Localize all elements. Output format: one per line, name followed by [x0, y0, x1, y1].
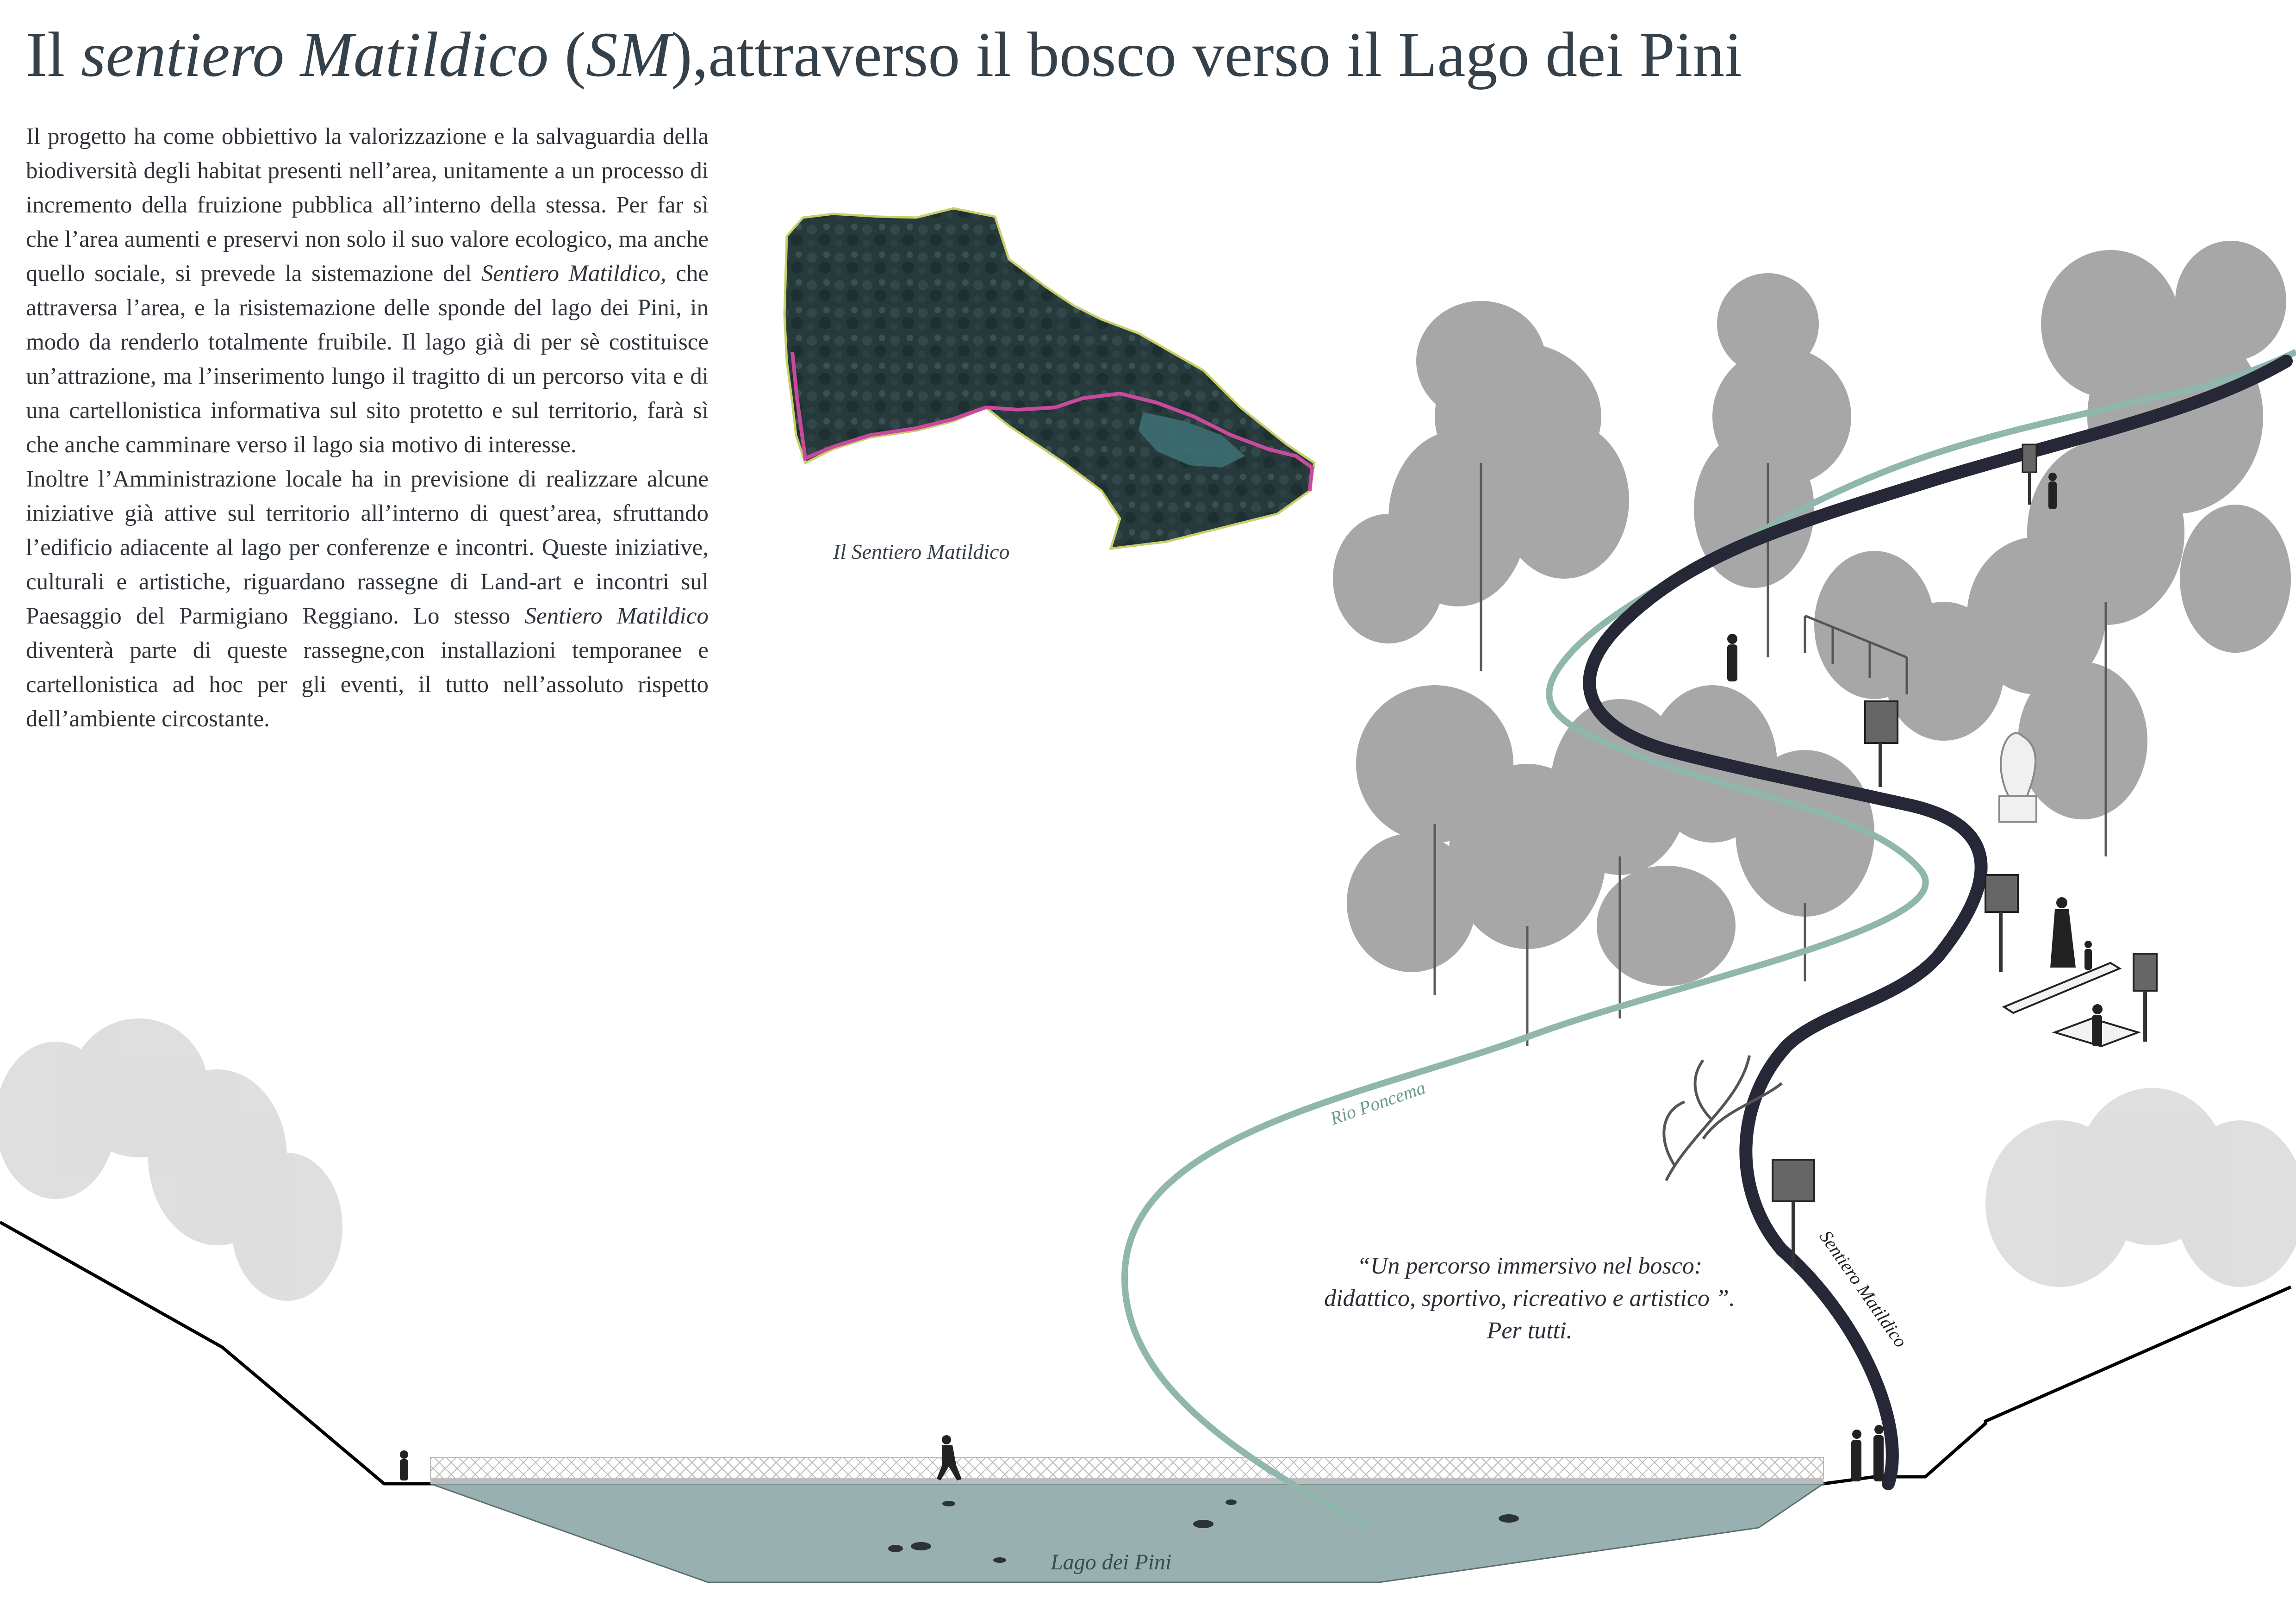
forest-trees: [1333, 241, 2291, 986]
intro-paragraph-1: Il progetto ha come obbiettivo la valorizzazione e la salvaguardia della biodiversità degli habitat presenti nell’area, unitamente a un processo di incremento della fruizione pubblica all’interno della stessa. Per far sì che l’area aumenti e preservi non solo il suo valore ecologico, ma anche quello sociale, si prevede la sistemazione del Sentiero Matildico, che attraversa l’area, e la risistemazione delle sponde del lago dei Pini, in modo da renderlo totalmente fruibile. Il lago già di per sè costituisce un’attrazione, ma l’inserimento lungo il tragitto di un percorso vita e di una cartellonistica informativa sul sito protetto e sul territorio, farà sì che anche camminare verso il lago sia motivo di interesse.: [26, 124, 709, 458]
intro-paragraph-2: Inoltre l’Amministrazione locale ha in previsione di realizzare alcune iniziative già attive sul territorio all’interno di quest’area, sfruttando l’edificio adiacente al lago per conferenze e incontri. Queste iniziative, culturali e artistiche, riguardano rassegne di Land-art e incontri sul Paesaggio del Parmigiano Reggiano. Lo stesso Sentiero Matildico diventerà parte di queste rassegne,con installazioni temporanee e cartellonistica ad hoc per gli eventi, il tutto nell’assoluto rispetto dell’ambiente circostante.: [26, 466, 709, 732]
boardwalk-deck: [430, 1478, 1823, 1484]
left-trees: [0, 1018, 342, 1301]
aerial-map: [784, 208, 1314, 549]
map-area: [784, 208, 1314, 549]
quote: “Un percorso immersivo nel bosco: didattico, sportivo, ricreativo e artistico ”. Per tutti.: [1324, 1253, 1735, 1344]
map-caption: Il Sentiero Matildico: [833, 540, 1010, 563]
right-trees: [1985, 1088, 2296, 1287]
lago-dei-pini-label: Lago dei Pini: [1051, 1550, 1172, 1574]
sculpture: [1999, 733, 2036, 822]
benches: [2004, 963, 2138, 1046]
boardwalk-rail: [430, 1457, 1823, 1479]
sentiero-matildico-label: Sentiero Matildico: [1815, 1226, 1912, 1351]
rio-poncema-label: Rio Poncema: [1327, 1077, 1428, 1129]
page-title: Il sentiero Matildico (SM),attraverso il bosco verso il Lago dei Pini: [26, 19, 1742, 90]
